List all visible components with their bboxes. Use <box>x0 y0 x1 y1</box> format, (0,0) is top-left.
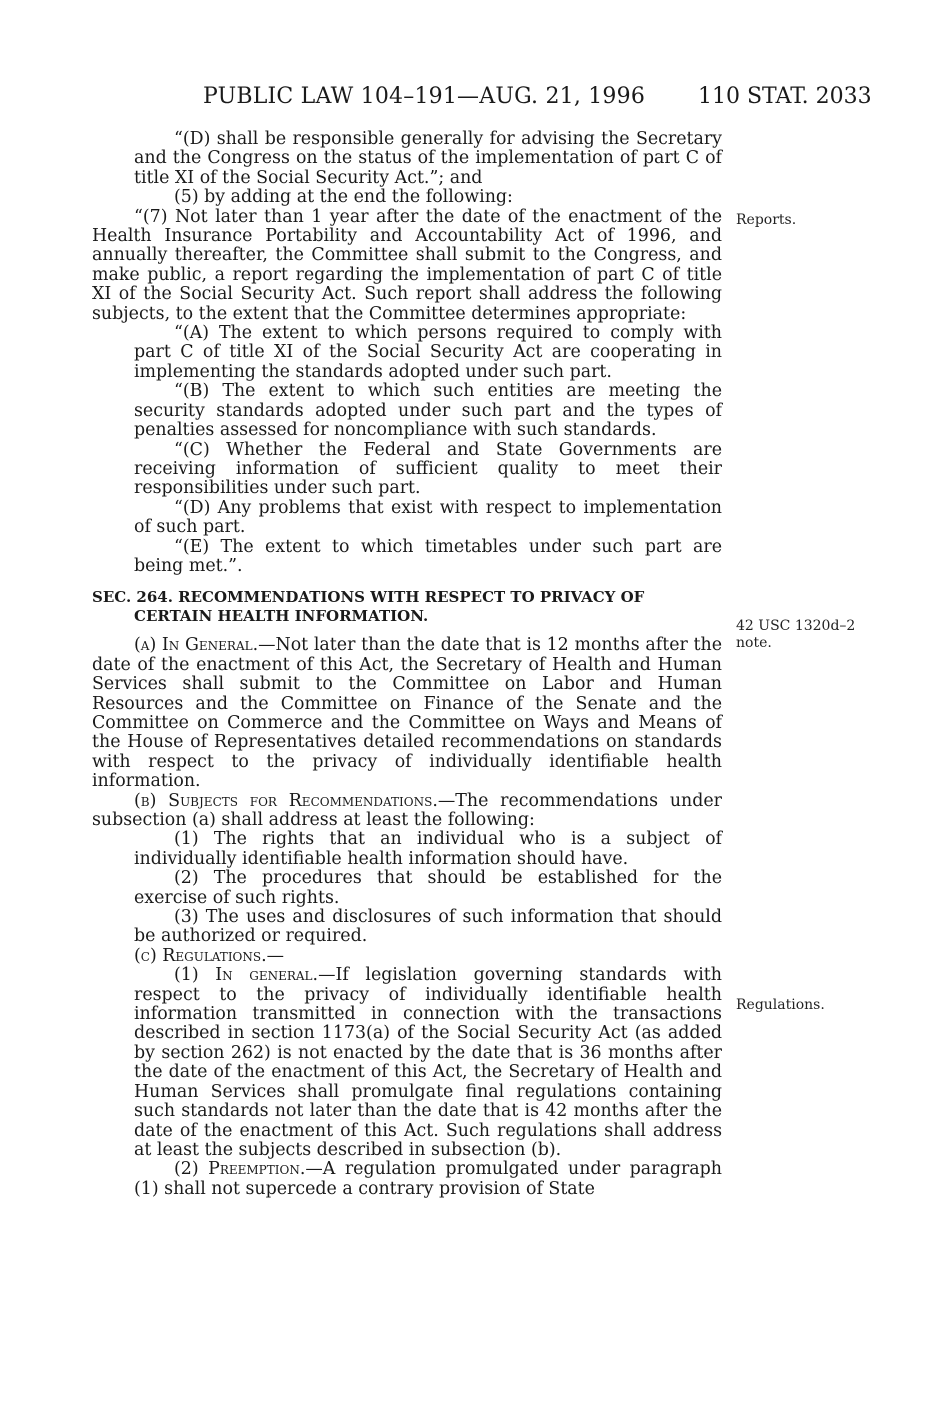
subsection-c <box>92 947 722 966</box>
paragraph-adding-5: (5) by adding at the end the following: <box>174 187 513 208</box>
subparagraph-c: “(C) Whether the Federal and State Governments are receiving information of sufficient quality to meet their responsibilities under such part. <box>134 439 722 499</box>
subsection-c-item-2-text: —A regulation promulgated under paragraph (1) shall not supercede a contrary provision of State <box>134 1159 722 1199</box>
section-264-heading: SEC. 264. RECOMMENDATIONS WITH RESPECT TO PRIVACY OF CERTAIN HEALTH INFORMATION. <box>92 588 645 626</box>
subsection-c-dash: — <box>266 945 285 966</box>
subsection-c-label: (c) Regulations. <box>134 945 267 966</box>
margin-note-usc <box>736 618 855 652</box>
subsection-a-text: —Not later than the date that is 12 months after the date of the enactment of this Act, the Secretary of Health and Human Services shall submit to the Committee on Labor and Human Resources and the Committee on Finance of the Senate and the Committee on Commerce and the Committee on Ways and Means of the House of Representatives detailed recommendations on standards with respect to the privacy of individually identifiable health information. <box>92 635 722 792</box>
subparagraph-e: “(E) The extent to which timetables under such part are being met.”. <box>134 536 722 576</box>
subsection-b-label: (b) Subjects for Recommendations. <box>134 790 438 811</box>
subsection-b-item-1: (1) The rights that an individual who is a subject of individually identifiable health information should have. <box>134 829 722 869</box>
margin-note-regulations: Regulations. <box>736 997 825 1013</box>
subsection-c-item-2 <box>92 1160 722 1199</box>
subparagraph-d: “(D) Any problems that exist with respect to implementation of such part. <box>134 497 722 538</box>
subsection-c-item-1 <box>92 966 722 1160</box>
subsection-c-item-1-label: (1) In general. <box>174 965 319 986</box>
paragraph-7: “(7) Not later than 1 year after the date of the enactment of the Health Insurance Portability and Accountability Act of 1996, and annually thereafter, the Committee shall submit to the Congress, and make public, a report regarding the implementation of part C of title XI of the Social Security Act. Such report shall address the following subjects, to the extent that the Committee determines appropriate: <box>92 206 722 324</box>
margin-note-usc-line2: note. <box>736 635 772 651</box>
paragraph-d-responsible: “(D) shall be responsible generally for advising the Secretary and the Congress on the status of the implementation of part C of title XI of the Social Security Act.”; and <box>134 129 722 188</box>
subparagraph-b: “(B) The extent to which such entities are meeting the security standards adopted under such part and the types of penalties assessed for noncompliance with such standards. <box>134 381 722 441</box>
running-header-title: PUBLIC LAW 104–191—AUG. 21, 1996 <box>203 84 646 109</box>
subsection-b-item-2: (2) The procedures that should be established for the exercise of such rights. <box>134 868 722 908</box>
body-text <box>92 130 722 1199</box>
subsection-b-item-3: (3) The uses and disclosures of such information that should be authorized or required. <box>134 907 722 947</box>
subsection-c-item-2-label: (2) Preemption. <box>174 1159 306 1180</box>
subsection-a-label: (a) In General. <box>134 635 259 656</box>
margin-note-reports: Reports. <box>736 212 797 228</box>
subparagraph-a: “(A) The extent to which persons required to comply with part C of title XI of the Social Security Act are cooperating in implementing the standards adopted under such part. <box>134 323 722 382</box>
subsection-c-item-1-text: —If legislation governing standards with respect to the privacy of individually identifiable health information transmitted in connection with the transactions described in section 1173(a) of the Social Security Act (as added by section 262) is not enacted by the date that is 36 months after the date of the enactment of this Act, the Secretary of Health and Human Services shall promulgate final regulations containing such standards not later than the date that is 42 months after the date of the enactment of this Act. Such regulations shall address at least the subjects described in subsection (b). <box>134 965 722 1160</box>
subsection-a <box>92 636 722 791</box>
margin-note-usc-line1: 42 USC 1320d–2 <box>736 618 856 634</box>
page-stat-number: 110 STAT. 2033 <box>698 84 872 109</box>
subsection-b <box>92 792 722 831</box>
subsection-b-text: —The recommendations under subsection (a) shall address at least the following: <box>92 790 722 830</box>
